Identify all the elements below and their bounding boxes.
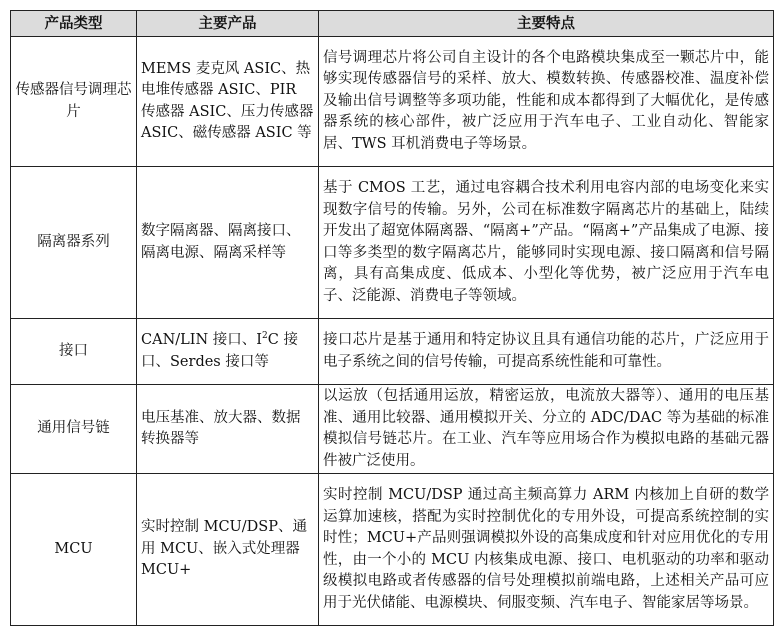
superscript-two: 2 xyxy=(262,331,268,342)
product-table xyxy=(10,10,774,626)
main-products-cell: 数字隔离器、隔离接口、隔离电源、隔离采样等 xyxy=(137,167,319,319)
main-products-cell: MEMS 麦克风 ASIC、热电堆传感器 ASIC、PIR 传感器 ASIC、压力传感器 ASIC、磁传感器 ASIC 等 xyxy=(137,37,319,167)
header-main-products: 主要产品 xyxy=(137,11,319,37)
product-type-cell: 隔离器系列 xyxy=(11,167,137,319)
main-features-cell: 信号调理芯片将公司自主设计的各个电路模块集成至一颗芯片中，能够实现传感器信号的采样、放大、模数转换、传感器校准、温度补偿及输出信号调整等多项功能，性能和成本都得到了大幅优化，是传感器系统的核心部件，被广泛应用于汽车电子、工业自动化、智能家居、TWS 耳机消费电子等场景。 xyxy=(319,37,774,167)
main-features-cell: 基于 CMOS 工艺，通过电容耦合技术利用电容内部的电场变化来实现数字信号的传输。另外，公司在标准数字隔离芯片的基础上，陆续开发出了超宽体隔离器、“隔离+”产品。“隔离+”产品集成了电源、接口等多类型的数字隔离芯片，能够同时实现电源、接口隔离和信号隔离，具有高集成度、低成本、小型化等优势，被广泛应用于汽车电子、泛能源、消费电子等领域。 xyxy=(319,167,774,319)
table-row xyxy=(11,385,774,474)
main-products-text: CAN/LIN 接口、I xyxy=(141,332,263,348)
main-products-cell: 实时控制 MCU/DSP、通用 MCU、嵌入式处理器 MCU+ xyxy=(137,474,319,626)
table-row xyxy=(11,319,774,385)
main-features-cell: 接口芯片是基于通用和特定协议且具有通信功能的芯片，广泛应用于电子系统之间的信号传输，可提高系统性能和可靠性。 xyxy=(319,319,774,385)
main-products-cell xyxy=(137,319,319,385)
table-row xyxy=(11,167,774,319)
table-header-row xyxy=(11,11,774,37)
main-products-text: C 接口、Serdes 接口等 xyxy=(141,332,298,370)
table-row xyxy=(11,474,774,626)
table-row xyxy=(11,37,774,167)
product-type-cell: 传感器信号调理芯片 xyxy=(11,37,137,167)
header-main-features: 主要特点 xyxy=(319,11,774,37)
product-type-cell: 通用信号链 xyxy=(11,385,137,474)
header-product-type: 产品类型 xyxy=(11,11,137,37)
main-products-cell: 电压基准、放大器、数据转换器等 xyxy=(137,385,319,474)
product-type-cell: 接口 xyxy=(11,319,137,385)
main-features-cell: 以运放（包括通用运放，精密运放，电流放大器等）、通用的电压基准、通用比较器、通用模拟开关、分立的 ADC/DAC 等为基础的标准模拟信号链芯片。在工业、汽车等应用场合作为模拟电路的基础元器件被广泛使用。 xyxy=(319,385,774,474)
product-type-cell: MCU xyxy=(11,474,137,626)
main-features-cell: 实时控制 MCU/DSP 通过高主频高算力 ARM 内核加上自研的数学运算加速核，搭配为实时控制优化的专用外设，可提高系统控制的实时性；MCU+产品则强调模拟外设的高集成度和针对应用优化的专用性，由一个小的 MCU 内核集成电源、接口、电机驱动的功率和驱动级模拟电路或者传感器的信号处理模拟前端电路，上述相关产品可应用于光伏储能、电源模块、伺服变频、汽车电子、智能家居等场景。 xyxy=(319,474,774,626)
